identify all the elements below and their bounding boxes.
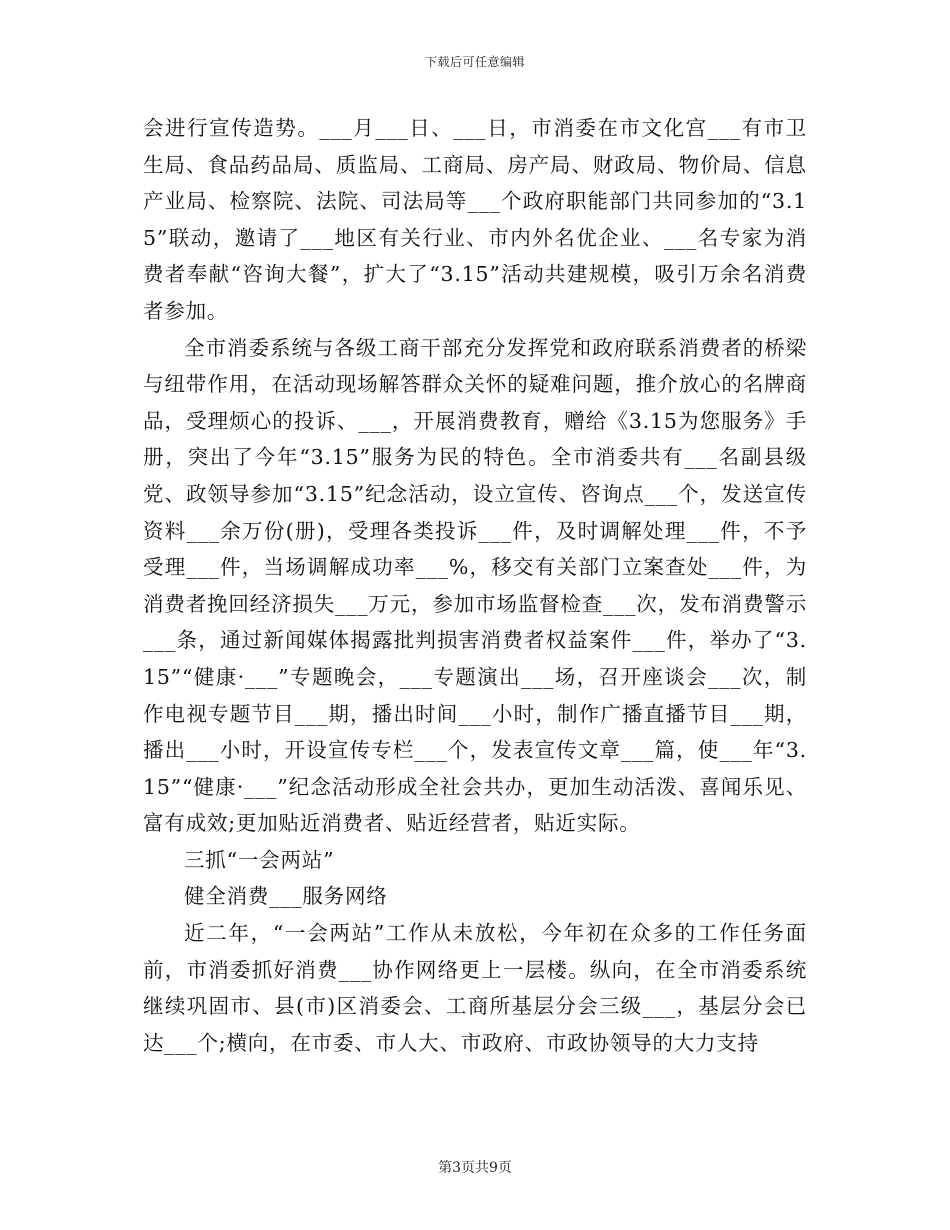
paragraph-2: 全市消委系统与各级工商干部充分发挥党和政府联系消费者的桥梁与纽带作用，在活动现场解答群众关怀的疑难问题，推介放心的名牌商品，受理烦心的投诉、___，开展消费教育，赠给《3.15为您服务》手册，突出了今年“3.15”服务为民的特色。全市消委共有___名副县级党、政领导参加“3.15”纪念活动，设立宣传、咨询点___个，发送宣传资料___余万份(册)，受理各类投诉___件，及时调解处理___件，不予受理___件，当场调解成功率___%，移交有关部门立案查处___件，为消费者挽回经济损失___万元，参加市场监督检查___次，发布消费警示___条，通过新闻媒体揭露批判损害消费者权益案件___件，举办了“3.15”“健康·___”专题晚会，___专题演出___场，召开座谈会___次，制作电视专题节目___期，播出时间___小时，制作广播直播节目___期，播出___小时，开设宣传专栏___个，发表宣传文章___篇，使___年“3.15”“健康·___”纪念活动形成全社会共办，更加生动活泼、喜闻乐见、富有成效;更加贴近消费者、贴近经营者，贴近实际。 [143, 335, 807, 836]
document-body [143, 110, 807, 1061]
section-subheading: 健全消费___服务网络 [184, 884, 388, 909]
page-header: 下载后可任意编辑 [424, 55, 525, 69]
section-heading: 三抓“一会两站” [184, 847, 335, 872]
page-footer: 第3页共9页 [438, 1160, 512, 1176]
paragraph-3: 近二年，“一会两站”工作从未放松，今年初在众多的工作任务面前，市消委抓好消费___协作网络更上一层楼。纵向，在全市消委系统继续巩固市、县(市)区消委会、工商所基层分会三级___，基层分会已达___个;横向，在市委、市人大、市政府、市政协领导的大力支持 [143, 921, 807, 1055]
paragraph-1: 会进行宣传造势。___月___日、___日，市消委在市文化宫___有市卫生局、食品药品局、质监局、工商局、房产局、财政局、物价局、信息产业局、检察院、法院、司法局等___个政府职能部门共同参加的“3.15”联动，邀请了___地区有关行业、市内外名优企业、___名专家为消费者奉献“咨询大餐”，扩大了“3.15”活动共建规模，吸引万余名消费者参加。 [143, 116, 807, 323]
